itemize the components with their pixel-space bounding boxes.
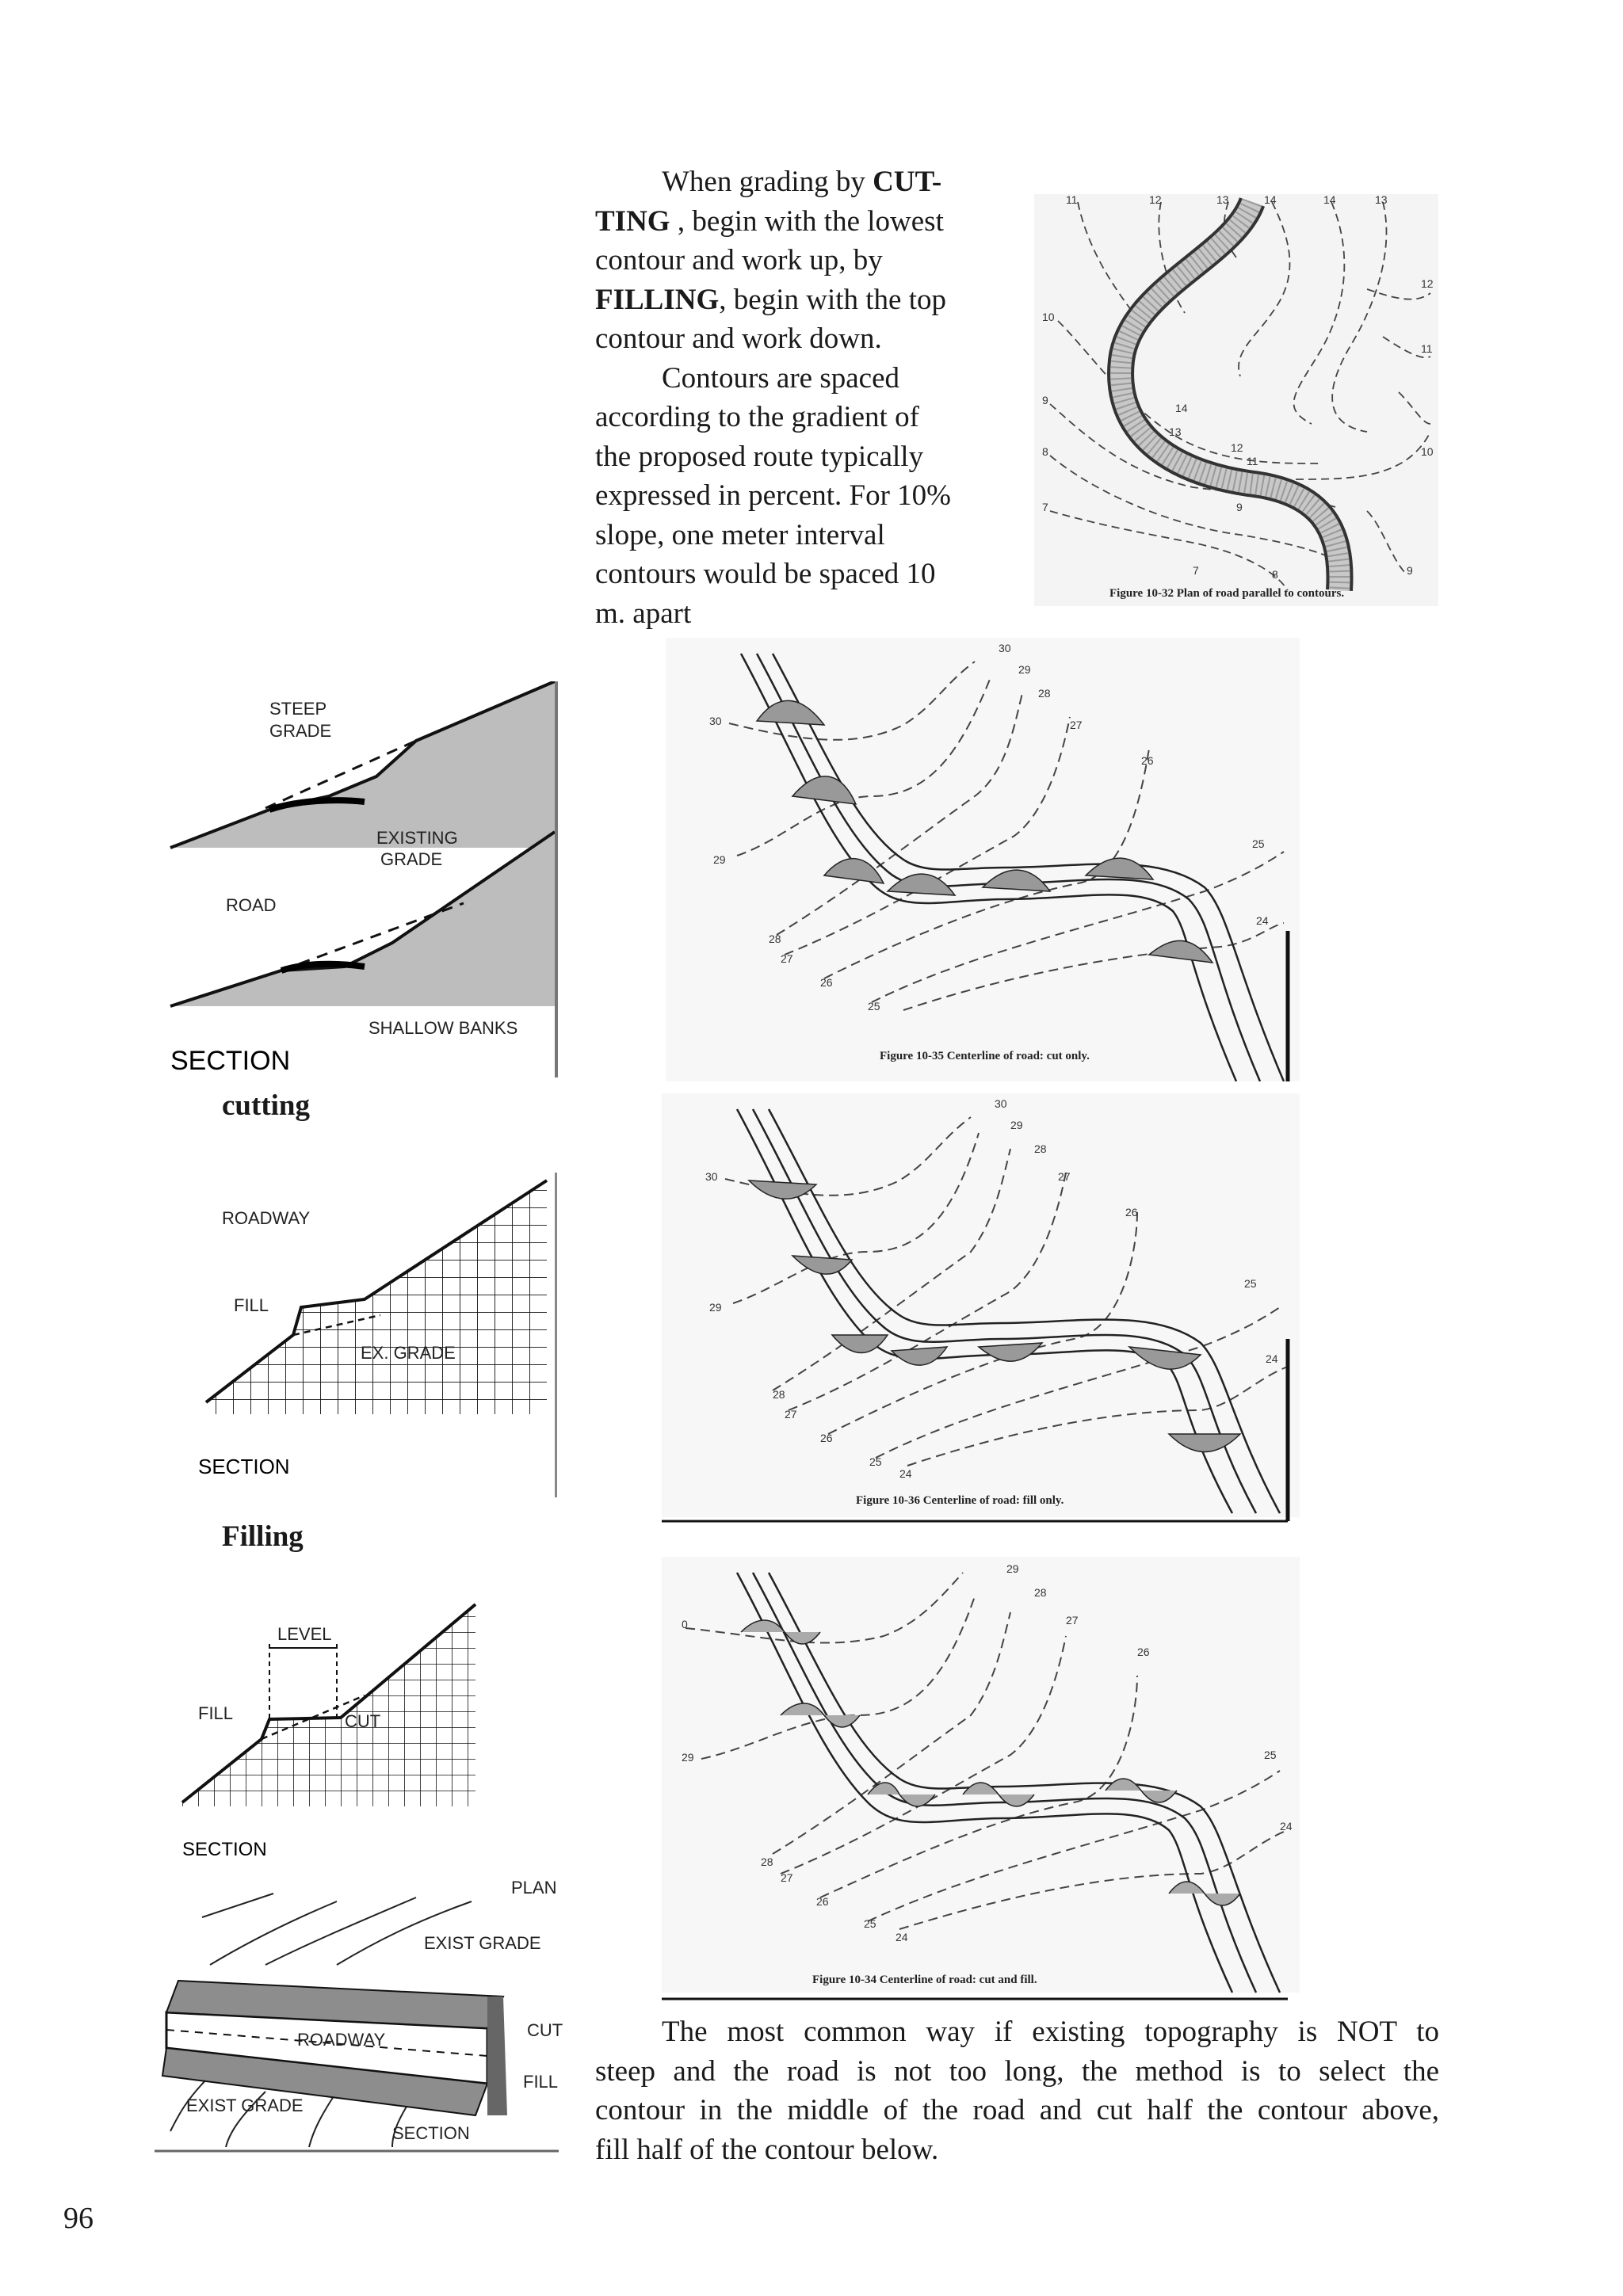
svg-text:27: 27 bbox=[781, 952, 793, 965]
svg-text:24: 24 bbox=[1280, 1820, 1293, 1833]
figure-centerline-cut-and-fill bbox=[662, 1557, 1300, 2000]
figure-road-parallel-contours bbox=[1034, 194, 1438, 606]
svg-text:ROAD: ROAD bbox=[226, 895, 277, 915]
svg-text:30: 30 bbox=[995, 1097, 1007, 1110]
svg-text:27: 27 bbox=[781, 1871, 793, 1884]
svg-text:30: 30 bbox=[709, 715, 722, 727]
svg-text:7: 7 bbox=[1193, 564, 1199, 577]
svg-text:27: 27 bbox=[785, 1408, 797, 1421]
svg-text:30: 30 bbox=[705, 1170, 718, 1183]
svg-text:29: 29 bbox=[713, 853, 726, 866]
svg-text:25: 25 bbox=[1264, 1749, 1277, 1761]
svg-text:28: 28 bbox=[769, 933, 781, 945]
svg-text:11: 11 bbox=[1421, 342, 1433, 355]
svg-text:FILL: FILL bbox=[234, 1295, 269, 1315]
svg-text:GRADE: GRADE bbox=[269, 721, 332, 741]
svg-text:25: 25 bbox=[1244, 1277, 1257, 1290]
bottom-paragraph: The most common way if existing topography is NOT to steep and the road is not too long, the method is to select the contour in the middle of the road and cut half the contour above, fill half of the contour below. bbox=[595, 2016, 1439, 2166]
svg-text:ROADWAY: ROADWAY bbox=[222, 1208, 311, 1228]
svg-text:STEEP: STEEP bbox=[269, 699, 327, 719]
svg-text:12: 12 bbox=[1231, 441, 1243, 454]
svg-text:25: 25 bbox=[868, 1000, 880, 1013]
svg-text:FILL: FILL bbox=[523, 2072, 559, 2092]
svg-text:25: 25 bbox=[869, 1455, 882, 1468]
svg-text:12: 12 bbox=[1149, 194, 1162, 206]
svg-text:9: 9 bbox=[1042, 394, 1048, 406]
svg-text:EXIST GRADE: EXIST GRADE bbox=[424, 1933, 541, 1953]
svg-text:9: 9 bbox=[1236, 501, 1243, 513]
svg-text:24: 24 bbox=[1256, 914, 1269, 927]
svg-text:13: 13 bbox=[1169, 425, 1182, 438]
svg-text:29: 29 bbox=[1006, 1562, 1019, 1575]
svg-text:24: 24 bbox=[899, 1467, 912, 1480]
svg-text:LEVEL: LEVEL bbox=[277, 1624, 332, 1644]
svg-text:28: 28 bbox=[1038, 687, 1051, 700]
svg-text:EXIST GRADE: EXIST GRADE bbox=[186, 2096, 304, 2115]
svg-text:Figure 10-34 Centerline of r: Figure 10-34 Centerline of road: cut and fill. bbox=[812, 1974, 1037, 1986]
svg-text:10: 10 bbox=[1421, 445, 1434, 458]
svg-text:13: 13 bbox=[1216, 194, 1229, 206]
svg-text:Figure 10-36 Centerline of r: Figure 10-36 Centerline of road: fill only. bbox=[856, 1494, 1064, 1507]
svg-text:14: 14 bbox=[1264, 194, 1277, 206]
page-number: 96 bbox=[63, 2202, 94, 2235]
svg-text:Figure 10-35 Centerline of r: Figure 10-35 Centerline of road: cut only. bbox=[880, 1050, 1090, 1062]
svg-text:26: 26 bbox=[820, 976, 833, 989]
svg-text:28: 28 bbox=[1034, 1586, 1047, 1599]
svg-text:27: 27 bbox=[1070, 719, 1083, 731]
svg-text:9: 9 bbox=[1407, 564, 1413, 577]
svg-text:8: 8 bbox=[1272, 568, 1278, 581]
svg-text:CUT: CUT bbox=[527, 2020, 563, 2040]
svg-text:26: 26 bbox=[1125, 1206, 1138, 1219]
svg-text:28: 28 bbox=[1034, 1142, 1047, 1155]
sketch-plan-roadway bbox=[155, 1878, 567, 2159]
svg-text:7: 7 bbox=[1042, 501, 1048, 513]
svg-text:8: 8 bbox=[1042, 445, 1048, 458]
svg-text:29: 29 bbox=[709, 1301, 722, 1314]
svg-text:26: 26 bbox=[820, 1432, 833, 1444]
svg-text:29: 29 bbox=[1010, 1119, 1023, 1131]
svg-text:GRADE: GRADE bbox=[380, 849, 443, 869]
svg-text:29: 29 bbox=[682, 1751, 694, 1764]
label-filling: Filling bbox=[222, 1520, 304, 1553]
svg-text:SECTION: SECTION bbox=[392, 2123, 470, 2143]
svg-text:10: 10 bbox=[1042, 311, 1055, 323]
svg-text:SECTION: SECTION bbox=[182, 1839, 267, 1860]
svg-text:12: 12 bbox=[1421, 277, 1434, 290]
svg-text:27: 27 bbox=[1058, 1170, 1071, 1183]
svg-text:EXISTING: EXISTING bbox=[376, 828, 458, 848]
svg-text:CUT: CUT bbox=[345, 1711, 381, 1731]
sketch-filling-section bbox=[198, 1173, 563, 1497]
svg-text:ROADWAY: ROADWAY bbox=[297, 2030, 386, 2050]
sketch-cutting-section bbox=[155, 681, 563, 1077]
svg-text:25: 25 bbox=[864, 1917, 876, 1930]
figure-centerline-fill-only bbox=[662, 1093, 1300, 1537]
figure-centerline-cut-only bbox=[666, 638, 1300, 1081]
svg-text:11: 11 bbox=[1247, 455, 1258, 467]
svg-text:26: 26 bbox=[1137, 1646, 1150, 1658]
svg-text:28: 28 bbox=[773, 1388, 785, 1401]
svg-text:14: 14 bbox=[1175, 402, 1188, 414]
svg-text:0: 0 bbox=[682, 1618, 688, 1630]
svg-text:Figure 10-32 Plan of road pa: Figure 10-32 Plan of road parallel to contours. bbox=[1109, 587, 1345, 600]
label-cutting: cutting bbox=[222, 1089, 310, 1122]
svg-text:SECTION: SECTION bbox=[198, 1455, 290, 1478]
svg-text:11: 11 bbox=[1066, 194, 1078, 206]
svg-text:SHALLOW BANKS: SHALLOW BANKS bbox=[369, 1018, 518, 1038]
svg-text:FILL: FILL bbox=[198, 1703, 234, 1723]
svg-text:27: 27 bbox=[1066, 1614, 1079, 1627]
intro-text: When grading by CUT- TING , begin with the lowest contour and work up, by FILLING, begin with the top contour and work down. Contours are spaced according to the gradient of the proposed route typically expressed in percent. For 10% slope, one meter interval contours would be spaced 10 m. apart bbox=[595, 166, 952, 630]
sketch-cut-fill-section bbox=[166, 1600, 563, 1862]
svg-text:PLAN: PLAN bbox=[511, 1878, 557, 1897]
svg-text:28: 28 bbox=[761, 1855, 773, 1868]
svg-text:26: 26 bbox=[816, 1895, 829, 1908]
svg-text:EX. GRADE: EX. GRADE bbox=[361, 1343, 456, 1363]
svg-text:SECTION: SECTION bbox=[170, 1046, 291, 1076]
svg-text:25: 25 bbox=[1252, 837, 1265, 850]
svg-text:26: 26 bbox=[1141, 754, 1154, 767]
svg-text:14: 14 bbox=[1323, 194, 1336, 206]
svg-text:24: 24 bbox=[896, 1931, 908, 1943]
svg-text:13: 13 bbox=[1375, 194, 1388, 206]
svg-text:30: 30 bbox=[999, 642, 1011, 654]
svg-text:24: 24 bbox=[1266, 1352, 1278, 1365]
svg-text:29: 29 bbox=[1018, 663, 1031, 676]
